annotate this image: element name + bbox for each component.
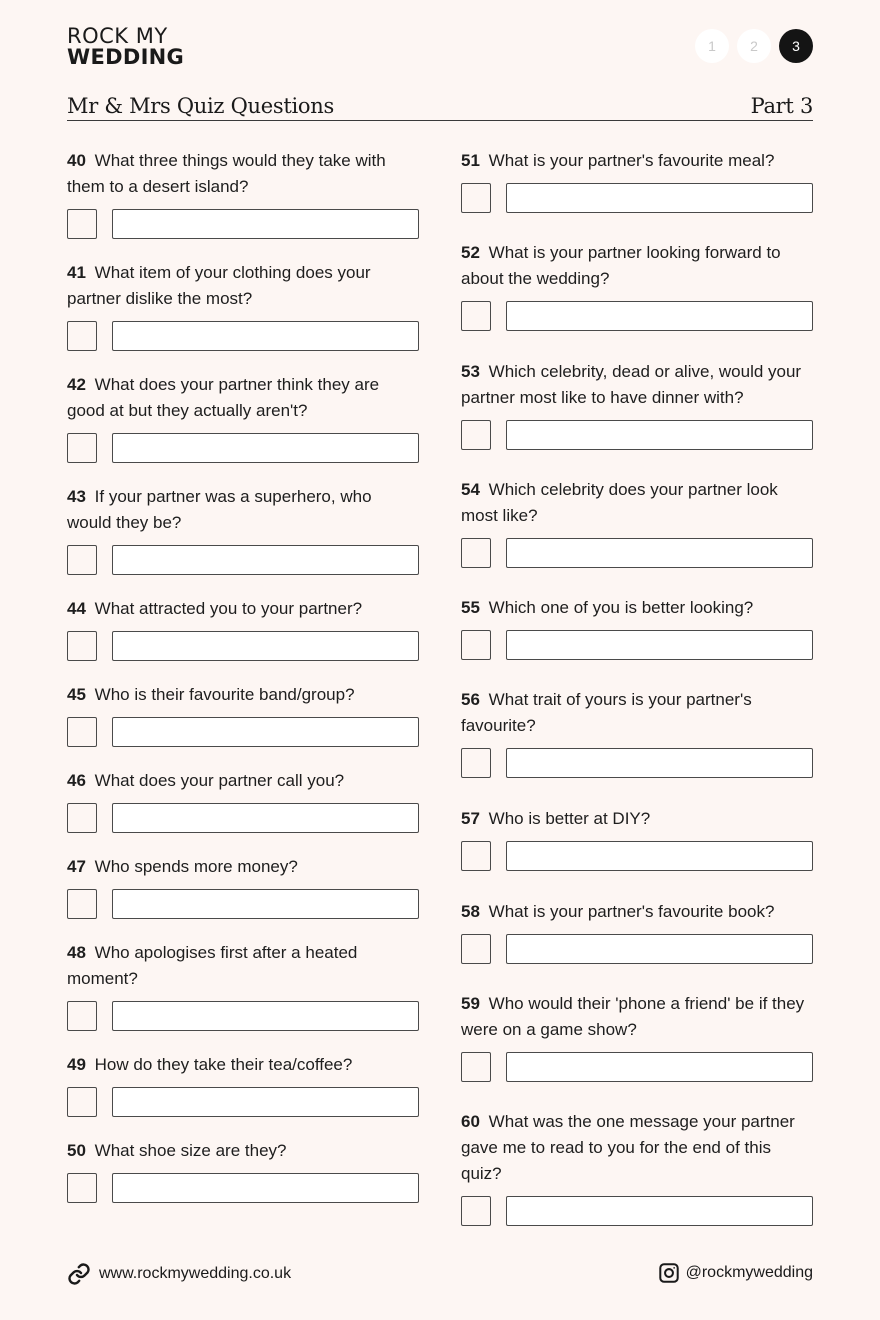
question-53 [461,359,813,450]
answer-input[interactable] [506,183,813,213]
answer-row [67,321,419,351]
answer-row [67,1087,419,1117]
question-label: If your partner was a superhero, who would they be? [67,487,372,532]
answer-row [461,420,813,450]
question-label: What is your partner looking forward to about the wedding? [461,243,781,288]
question-label: What was the one message your partner gave me to read to you for the end of this quiz? [461,1112,795,1183]
question-50 [67,1138,419,1203]
answer-row [67,1173,419,1203]
question-text [461,240,813,292]
question-label: What does your partner call you? [94,771,345,790]
question-text [461,806,813,832]
question-label: What is your partner's favourite meal? [488,151,775,170]
question-label: Who spends more money? [94,857,298,876]
question-text [67,372,419,424]
answer-row [67,631,419,661]
question-text [67,484,419,536]
answer-row [67,717,419,747]
question-number: 60 [461,1112,480,1131]
part-label: Part 3 [750,94,813,118]
question-43 [67,484,419,575]
question-text [461,148,813,174]
score-checkbox[interactable] [461,841,491,871]
answer-input[interactable] [112,1173,419,1203]
answer-input[interactable] [112,631,419,661]
answer-input[interactable] [506,1196,813,1226]
question-number: 44 [67,599,86,618]
question-42 [67,372,419,463]
question-60 [461,1109,813,1226]
question-number: 46 [67,771,86,790]
answer-input[interactable] [112,209,419,239]
answer-input[interactable] [112,889,419,919]
question-44 [67,596,419,661]
question-label: What does your partner think they are good at but they actually aren't? [67,375,380,420]
answer-row [67,545,419,575]
question-number: 47 [67,857,86,876]
score-checkbox[interactable] [67,1173,97,1203]
instagram-link[interactable] [658,1262,813,1284]
question-56 [461,687,813,778]
logo-line-1: ROCK MY [67,24,168,48]
answer-input[interactable] [112,1001,419,1031]
answer-row [67,433,419,463]
question-number: 48 [67,943,86,962]
answer-input[interactable] [506,748,813,778]
question-text [67,596,419,622]
score-checkbox[interactable] [67,1001,97,1031]
question-41 [67,260,419,351]
question-text [67,260,419,312]
website-url: www.rockmywedding.co.uk [99,1265,292,1282]
question-55 [461,595,813,660]
question-label: What is your partner's favourite book? [488,902,775,921]
question-49 [67,1052,419,1117]
score-checkbox[interactable] [67,803,97,833]
question-58 [461,899,813,964]
question-number: 54 [461,480,480,499]
title-row [67,88,813,121]
answer-input[interactable] [112,717,419,747]
answer-row [67,889,419,919]
question-48 [67,940,419,1031]
answer-row [67,1001,419,1031]
answer-row [67,209,419,239]
answer-row [461,1196,813,1226]
score-checkbox[interactable] [461,630,491,660]
question-text [67,1052,419,1078]
website-link[interactable] [67,1262,291,1286]
score-checkbox[interactable] [67,717,97,747]
score-checkbox[interactable] [67,631,97,661]
logo-line-2: WEDDING [67,45,185,69]
question-51 [461,148,813,213]
answer-row [461,1052,813,1082]
question-text [461,1109,813,1187]
question-text [461,687,813,739]
question-label: What attracted you to your partner? [94,599,363,618]
question-text [461,991,813,1043]
question-number: 56 [461,690,480,709]
score-checkbox[interactable] [461,1052,491,1082]
score-checkbox[interactable] [461,1196,491,1226]
answer-row [461,301,813,331]
answer-input[interactable] [112,1087,419,1117]
question-text [67,854,419,880]
question-number: 42 [67,375,86,394]
question-47 [67,854,419,919]
answer-row [461,841,813,871]
question-text [461,359,813,411]
answer-input[interactable] [506,630,813,660]
question-text [461,595,813,621]
score-checkbox[interactable] [461,538,491,568]
question-text [461,899,813,925]
page-title: Mr & Mrs Quiz Questions [67,94,334,118]
answer-row [461,934,813,964]
question-label: Who apologises first after a heated moment? [67,943,358,988]
score-checkbox[interactable] [67,209,97,239]
answer-input[interactable] [112,433,419,463]
instagram-icon [658,1262,680,1284]
question-number: 40 [67,151,86,170]
question-text [67,148,419,200]
question-label: What shoe size are they? [94,1141,287,1160]
question-label: Who is their favourite band/group? [94,685,355,704]
question-54 [461,477,813,568]
question-label: What three things would they take with them to a desert island? [67,151,386,196]
question-number: 45 [67,685,86,704]
question-number: 51 [461,151,480,170]
question-40 [67,148,419,239]
question-number: 55 [461,598,480,617]
answer-input[interactable] [506,841,813,871]
question-number: 57 [461,809,480,828]
answer-row [461,748,813,778]
score-checkbox[interactable] [461,183,491,213]
page-dot-1[interactable]: 1 [695,29,729,63]
answer-input[interactable] [506,934,813,964]
answer-input[interactable] [506,538,813,568]
question-57 [461,806,813,871]
page-indicator [695,29,813,63]
question-number: 58 [461,902,480,921]
answer-row [461,183,813,213]
answer-input[interactable] [506,1052,813,1082]
score-checkbox[interactable] [67,545,97,575]
score-checkbox[interactable] [67,321,97,351]
instagram-handle: @rockmywedding [685,1264,813,1281]
question-text [67,940,419,992]
question-text [67,682,419,708]
answer-input[interactable] [506,420,813,450]
score-checkbox[interactable] [67,433,97,463]
question-label: What item of your clothing does your partner dislike the most? [67,263,371,308]
question-label: Who is better at DIY? [488,809,651,828]
question-number: 43 [67,487,86,506]
question-45 [67,682,419,747]
score-checkbox[interactable] [461,934,491,964]
answer-input[interactable] [112,545,419,575]
page-dot-2[interactable]: 2 [737,29,771,63]
score-checkbox[interactable] [461,748,491,778]
question-52 [461,240,813,331]
answer-row [67,803,419,833]
brand-logo [67,26,184,68]
score-checkbox[interactable] [67,1087,97,1117]
question-number: 59 [461,994,480,1013]
question-number: 49 [67,1055,86,1074]
question-number: 52 [461,243,480,262]
question-label: Which one of you is better looking? [488,598,754,617]
question-label: How do they take their tea/coffee? [94,1055,353,1074]
score-checkbox[interactable] [67,889,97,919]
question-label: Which celebrity, dead or alive, would your partner most like to have dinner with? [461,362,802,407]
question-number: 53 [461,362,480,381]
question-label: What trait of yours is your partner's favourite? [461,690,752,735]
question-59 [461,991,813,1082]
link-icon [67,1262,91,1286]
question-46 [67,768,419,833]
answer-input[interactable] [506,301,813,331]
question-label: Who would their 'phone a friend' be if they were on a game show? [461,994,805,1039]
answer-row [461,538,813,568]
question-label: Which celebrity does your partner look most like? [461,480,778,525]
score-checkbox[interactable] [461,301,491,331]
score-checkbox[interactable] [461,420,491,450]
question-text [67,1138,419,1164]
answer-input[interactable] [112,803,419,833]
answer-row [461,630,813,660]
answer-input[interactable] [112,321,419,351]
question-text [461,477,813,529]
question-number: 50 [67,1141,86,1160]
page-dot-3-active[interactable]: 3 [779,29,813,63]
question-number: 41 [67,263,86,282]
question-text [67,768,419,794]
